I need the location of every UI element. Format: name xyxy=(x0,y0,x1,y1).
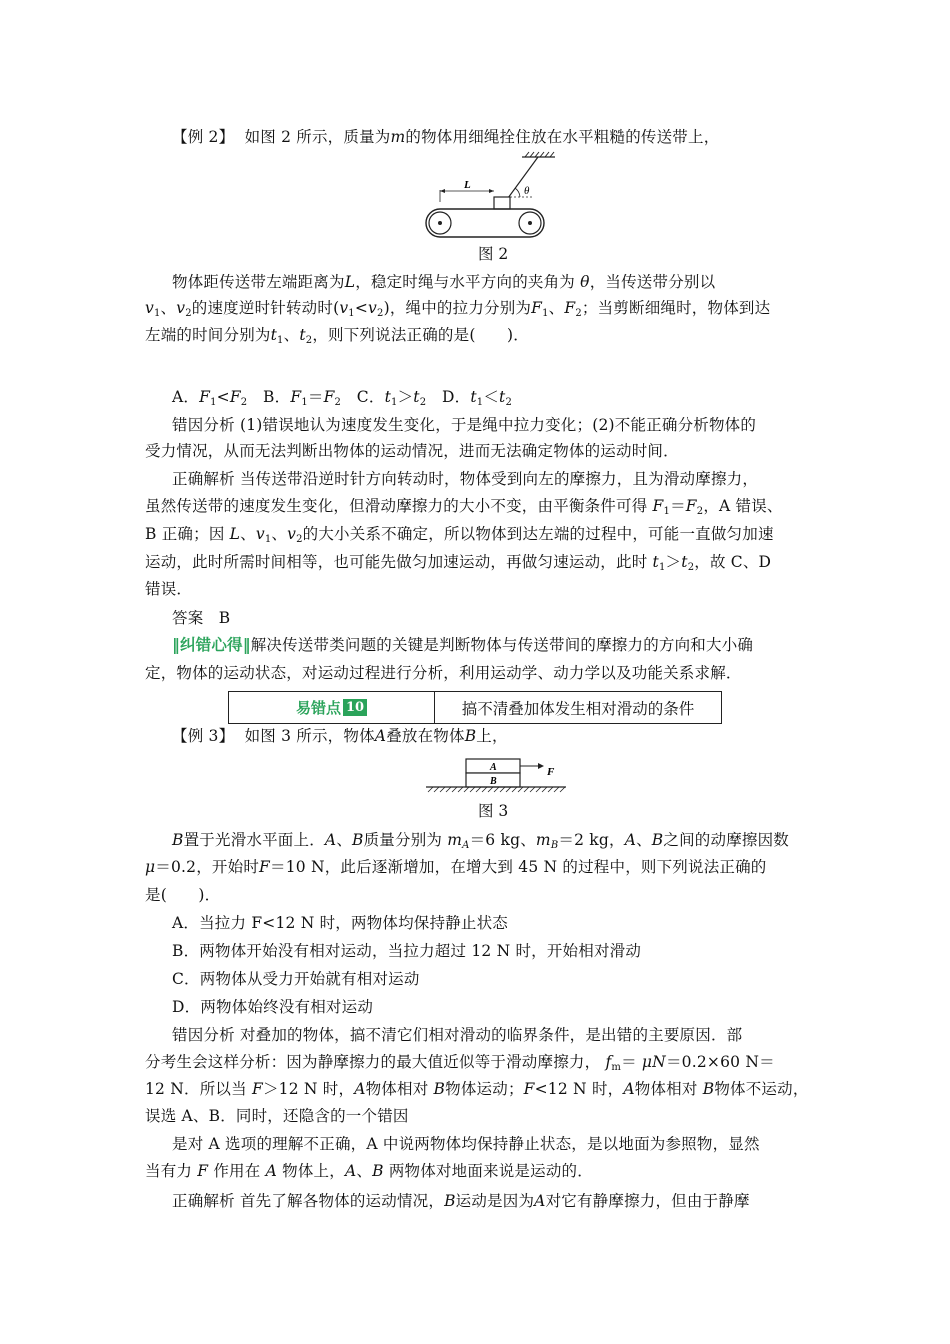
example3-option-b: B．两物体开始没有相对运动，当拉力超过 12 N 时，开始相对滑动 xyxy=(172,942,642,960)
example3-body-2: μ＝0.2，开始时F＝10 N，此后逐渐增加，在增大到 45 N 的过程中，则下列说法正确的 xyxy=(145,858,767,876)
text: 物体上， xyxy=(282,1162,345,1180)
example3-option-c: C．两物体从受力开始就有相对运动 xyxy=(172,970,420,988)
error-point-number: 10 xyxy=(343,699,367,716)
example2-wrong-2: 受力情况，从而无法判断出物体的运动情况，进而无法确定物体的运动时间． xyxy=(145,442,679,460)
example2-tip-1 xyxy=(172,634,753,656)
text: B 正确；因 xyxy=(145,525,225,543)
text: ，当传送带分别以 xyxy=(589,273,716,291)
example3-wrong-4: 误选 A、B．同时，还隐含的一个错因 xyxy=(145,1107,409,1125)
text: 的物体用细绳拴住放在水平粗糙的传送带上， xyxy=(405,128,720,146)
text: 的速度逆时针转动时( xyxy=(191,299,340,317)
text: ，A 错误、 xyxy=(703,497,783,515)
text: ；当剪断细绳时，物体到达 xyxy=(581,299,771,317)
text: 上， xyxy=(476,727,508,745)
text: ＝10 N，此后逐渐增加，在增大到 45 N 的过程中，则下列说法正确的 xyxy=(270,858,767,876)
text: ＝0.2×60 N＝ xyxy=(665,1053,775,1071)
error-point-label xyxy=(229,692,434,723)
error-point-title: 搞不清叠加体发生相对滑动的条件 xyxy=(461,699,695,718)
text: 分考生会这样分析：因为静摩擦力的最大值近似等于滑动摩擦力， xyxy=(145,1053,601,1071)
example2-correct-5: 错误． xyxy=(145,580,193,598)
text: 置于光滑水平面上． xyxy=(183,831,325,849)
example2-intro xyxy=(172,126,719,148)
text: 对它有静摩擦力，但由于静摩 xyxy=(545,1192,750,1210)
text: 之间的动摩擦因数 xyxy=(663,831,789,849)
text: 12 N．所以当 xyxy=(145,1080,247,1098)
example2-correct-4: 运动，此时所需时间相等，也可能先做匀加速运动，再做匀速运动，此时 $t_1>t_2$，故 C、D xyxy=(145,553,772,573)
text: 运动，此时所需时间相等，也可能先做匀加速运动，再做匀速运动，此时 xyxy=(145,553,648,571)
tip-label: ‖纠错心得‖ xyxy=(172,635,251,654)
text: 物体相对 xyxy=(634,1080,698,1098)
example3-body-1: B置于光滑水平面上．A、B质量分别为 $m_A=6$ kg、$m_B=2$ kg，A、B之间的动摩擦因数 xyxy=(172,831,789,851)
example3-option-d: D．两物体始终没有相对运动 xyxy=(172,998,374,1016)
text: 质量分别为 xyxy=(363,831,443,849)
example-label: 【例 3】 xyxy=(172,727,235,745)
figure-2-caption: 图 2 xyxy=(478,245,509,263)
figure-2-conveyor xyxy=(420,150,570,250)
text: ，则下列说法正确的是( )． xyxy=(312,326,529,344)
example2-wrong-1 xyxy=(172,414,756,436)
figure-3-caption: 图 3 xyxy=(478,802,509,820)
B-label: B xyxy=(490,776,497,787)
example2-correct-3: B 正确；因 L、$v_1$、$v_2$的大小关系不确定，所以物体到达左端的过程中，可能一直做匀加速 xyxy=(145,525,774,545)
A-label: A xyxy=(490,762,497,773)
example2-body-1: 物体距传送带左端距离为L，稳定时绳与水平方向的夹角为 θ，当传送带分别以 xyxy=(172,273,716,291)
example2-body-3: 左端的时间分别为$t_1$、$t_2$，则下列说法正确的是( )． xyxy=(145,326,529,346)
text: 物体不运动， xyxy=(714,1080,809,1098)
label-text: 易错点 xyxy=(295,699,341,717)
section-label: 正确解析 xyxy=(172,1192,235,1210)
example3-wrong-5: 是对 A 选项的理解不正确，A 中说两物体均保持静止状态，是以地面为参照物，显然 xyxy=(172,1135,760,1153)
example2-body-2: $v_1$、$v_2$的速度逆时针转动时$(v_1<v_2)$，绳中的拉力分别为$F_1$、$F_2$；当剪断细绳时，物体到达 xyxy=(145,299,771,319)
answer-label: 答案 xyxy=(172,609,204,627)
section-label: 正确解析 xyxy=(172,470,235,488)
text: 解决传送带类问题的关键是判断物体与传送带间的摩擦力的方向和大小确 xyxy=(250,636,754,654)
text: 如图 3 所示，物体 xyxy=(244,727,375,745)
example3-body-3: 是( )． xyxy=(145,886,221,904)
text: 作用在 xyxy=(213,1162,261,1180)
text: 虽然传送带的速度发生变化，但滑动摩擦力的大小不变，由平衡条件可得 xyxy=(145,497,648,515)
example-label: 【例 2】 xyxy=(172,128,235,146)
example2-options: A．$F_1<F_2$ B．$F_1=F_2$ C．$t_1>t_2$ D．$t_1<t_2$ xyxy=(172,388,513,408)
text: ＞12 N 时， xyxy=(262,1080,355,1098)
answer-value: B xyxy=(218,609,231,627)
text: 物体相对 xyxy=(365,1080,429,1098)
text: 两物体对地面来说是运动的． xyxy=(388,1162,593,1180)
text: 对叠加的物体，搞不清它们相对滑动的临界条件，是出错的主要原因．部 xyxy=(239,1026,743,1044)
text: 如图 2 所示，质量为 xyxy=(244,128,391,146)
example3-correct-1: 正确解析 首先了解各物体的运动情况，B运动是因为A对它有静摩擦力，但由于静摩 xyxy=(172,1192,750,1210)
example2-tip-2: 定，物体的运动状态，对运动过程进行分析，利用运动学、动力学以及功能关系求解． xyxy=(145,664,742,682)
example3-intro: 【例 3】 如图 3 所示，物体A叠放在物体B上， xyxy=(172,727,508,745)
text: 当有力 xyxy=(145,1162,193,1180)
example3-wrong-6: 当有力 F 作用在 A 物体上，A、B 两物体对地面来说是运动的． xyxy=(145,1162,593,1180)
text: ，稳定时绳与水平方向的夹角为 xyxy=(355,273,576,291)
L-label: L xyxy=(464,179,471,191)
text: 运动是因为 xyxy=(455,1192,535,1210)
example2-answer xyxy=(172,607,230,629)
example3-option-a: A．当拉力 F<12 N 时，两物体均保持静止状态 xyxy=(172,914,509,932)
theta-label: θ xyxy=(524,185,530,197)
var: m xyxy=(390,128,406,146)
text: 左端的时间分别为 xyxy=(145,326,271,344)
example2-correct-2: 虽然传送带的速度发生变化，但滑动摩擦力的大小不变，由平衡条件可得 $F_1=F_2$，A 错误、 xyxy=(145,497,783,517)
text: 物体距传送带左端距离为 xyxy=(172,273,345,291)
F-label: F xyxy=(547,766,555,778)
text: ＝0.2，开始时 xyxy=(155,858,260,876)
example3-wrong-1 xyxy=(172,1024,742,1046)
text: ，故 C、D xyxy=(694,553,772,571)
text: 当传送带沿逆时针方向转动时，物体受到向左的摩擦力，且为滑动摩擦力， xyxy=(239,470,759,488)
text: 的大小关系不确定，所以物体到达左端的过程中，可能一直做匀加速 xyxy=(302,525,774,543)
text: <12 N 时， xyxy=(534,1080,624,1098)
text: )，绳中的拉力分别为 xyxy=(383,299,532,317)
example2-correct-1 xyxy=(172,468,758,490)
example3-wrong-2: 分考生会这样分析：因为静摩擦力的最大值近似等于滑动摩擦力， $f_m= \mu N=0.2\times 60$ N＝ xyxy=(145,1053,775,1073)
section-label: 错因分析 xyxy=(172,1026,235,1044)
error-point-banner xyxy=(228,691,722,724)
section-label: 错因分析 xyxy=(172,416,235,434)
text: 叠放在物体 xyxy=(386,727,465,745)
text: (1)错误地认为速度发生变化，于是绳中拉力变化；(2)不能正确分析物体的 xyxy=(239,416,757,434)
text: 物体运动； xyxy=(445,1080,524,1098)
text: 首先了解各物体的运动情况， xyxy=(239,1192,445,1210)
example3-wrong-3: 12 N．所以当 F＞12 N 时，A物体相对 B物体运动；F<12 N 时，A物体相对 B物体不运动， xyxy=(145,1080,809,1098)
figure-3-blocks xyxy=(420,755,570,805)
